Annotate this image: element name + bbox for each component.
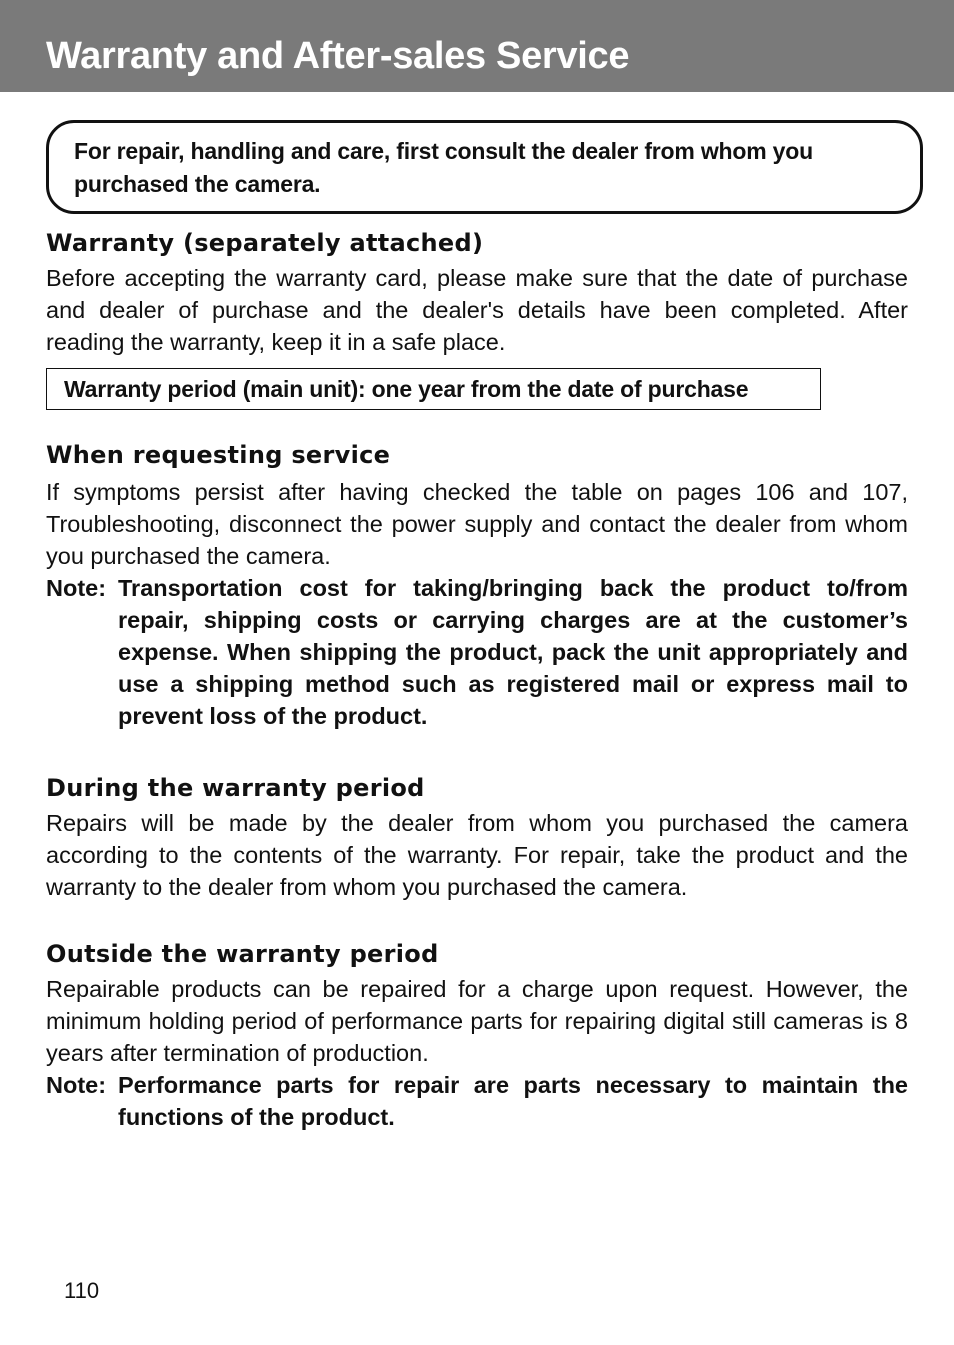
during-warranty-section: [46, 773, 908, 903]
note-label: Note:: [46, 1072, 107, 1098]
note-text: Performance parts for repair are parts necessary to maintain the functions of the product.: [118, 1072, 908, 1130]
warranty-period-box: Warranty period (main unit): one year from the date of purchase: [46, 368, 821, 410]
consult-dealer-notice: [46, 120, 923, 214]
performance-parts-note: [46, 1069, 908, 1133]
during-warranty-heading: During the warranty period: [46, 774, 425, 802]
warranty-heading: Warranty (separately attached): [46, 229, 484, 257]
note-text: Transportation cost for taking/bringing back the product to/from repair, shipping costs or carrying charges are at the customer’s expense. When shipping the product, pack the unit appropriately and use a shipping method such as registered mail or express mail to prevent loss of the product.: [118, 575, 908, 729]
during-warranty-body: Repairs will be made by the dealer from whom you purchased the camera according to the contents of the warranty. For repair, take the product and the warranty to the dealer from whom you purchased the camera.: [46, 810, 908, 900]
warranty-section: [46, 228, 908, 410]
outside-warranty-heading: Outside the warranty period: [46, 940, 439, 968]
requesting-service-section: [46, 440, 908, 732]
transport-cost-note: [46, 572, 908, 732]
notice-text: For repair, handling and care, first consult the dealer from whom you purchased the camera.: [74, 138, 813, 197]
note-label: Note:: [46, 575, 107, 601]
page-title: Warranty and After-sales Service: [46, 35, 630, 77]
page-number: 110: [64, 1278, 100, 1303]
requesting-service-heading: When requesting service: [46, 441, 391, 469]
requesting-service-body: If symptoms persist after having checked the table on pages 106 and 107, Troubleshooting, disconnect the power supply and contact the dealer from whom you purchased the camera.: [46, 479, 908, 569]
outside-warranty-section: [46, 939, 908, 1133]
warranty-body: Before accepting the warranty card, please make sure that the date of purchase and dealer of purchase and the dealer's details have been completed. After reading the warranty, keep it in a safe place.: [46, 265, 908, 355]
title-bar: [0, 0, 954, 92]
outside-warranty-body: Repairable products can be repaired for a charge upon request. However, the minimum holding period of performance parts for repairing digital still cameras is 8 years after termination of production.: [46, 976, 908, 1066]
